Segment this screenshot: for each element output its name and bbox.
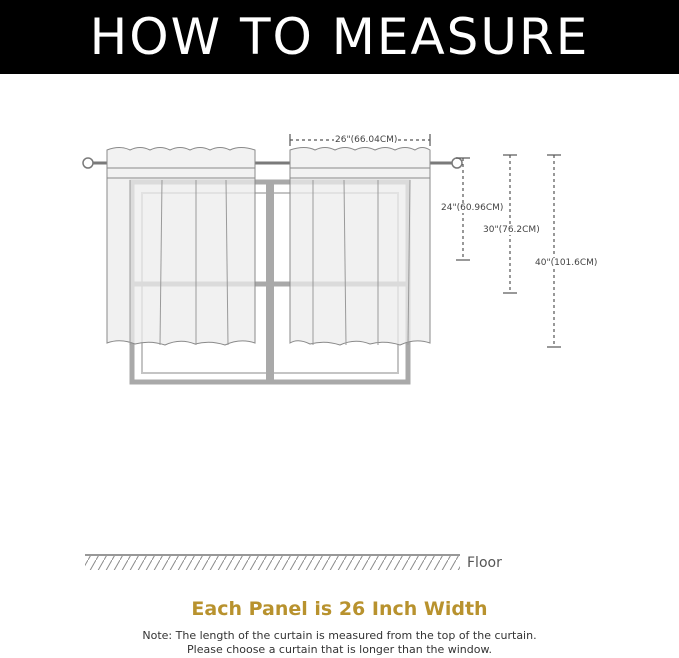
curtain-diagram bbox=[0, 74, 679, 574]
length-24-label: 24"(60.96CM) bbox=[441, 203, 504, 213]
note-line-2: Please choose a curtain that is longer than the window. bbox=[187, 643, 492, 656]
width-label: 26"(66.04CM) bbox=[335, 135, 398, 145]
floor-label: Floor bbox=[467, 555, 502, 571]
right-curtain-panel bbox=[290, 148, 430, 346]
page-title: HOW TO MEASURE bbox=[89, 8, 590, 66]
length-40-dimension-line bbox=[547, 155, 561, 347]
header-bar bbox=[0, 0, 679, 74]
length-30-label: 30"(76.2CM) bbox=[483, 225, 540, 235]
length-40-label: 40"(101.6CM) bbox=[535, 258, 598, 268]
panel-width-heading: Each Panel is 26 Inch Width bbox=[191, 598, 488, 620]
length-30-dimension-line bbox=[503, 155, 517, 293]
note-line-1: Note: The length of the curtain is measured from the top of the curtain. bbox=[142, 629, 537, 642]
floor-hatch bbox=[85, 555, 460, 570]
left-curtain-panel bbox=[107, 148, 255, 346]
